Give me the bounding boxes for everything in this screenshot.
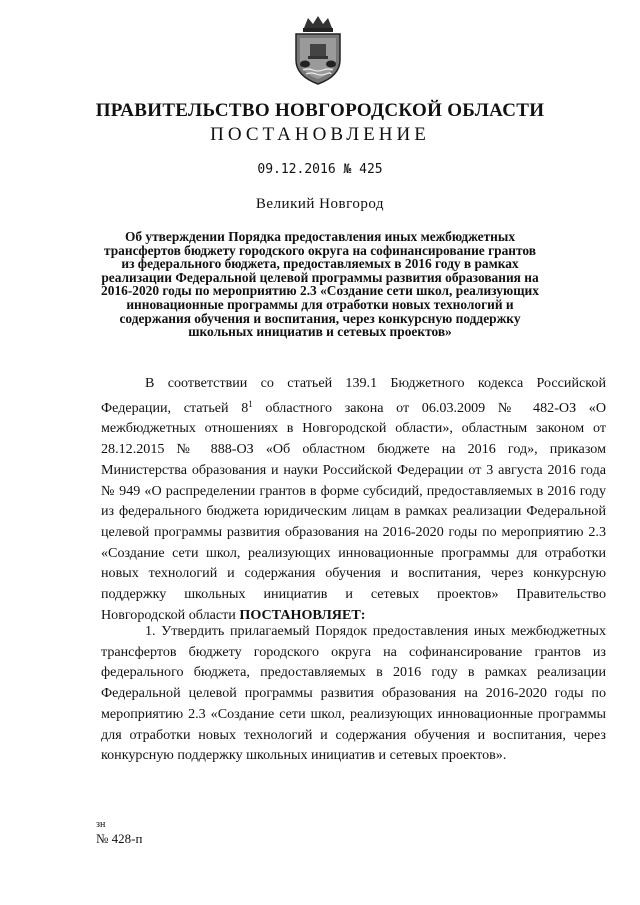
date-number: 09.12.2016 № 425 bbox=[257, 162, 383, 177]
government-name: ПРАВИТЕЛЬСТВО НОВГОРОДСКОЙ ОБЛАСТИ bbox=[95, 100, 545, 121]
document-type: ПОСТАНОВЛЕНИЕ bbox=[210, 124, 430, 145]
resolves-keyword: ПОСТАНОВЛЯЕТ: bbox=[239, 606, 366, 623]
preamble-text-start: В соответствии со статьей 139.1 Бюджетного кодекса Российской Федерации, статьей 8 bbox=[101, 375, 606, 416]
city: Великий Новгород bbox=[255, 196, 385, 212]
footer-number: № 428-п bbox=[96, 831, 143, 846]
preamble-text-end: областного закона от 06.03.2009 № 482-ОЗ «О межбюджетных отношениях в Новгородской области», областным законом от 28.12.2015 № 888-ОЗ «Об областном бюджете на 2016 год», приказом Министерства образования и науки Российской Федерации от 3 августа 2016 года № 949 «О распределении грантов в форме субсидий, предоставляемых в 2016 году из федерального бюджета юридическим лицам в рамках реализации Федеральной целевой программы развития образования на 2016-2020 годы по мероприятию 2.3 «Создание сети школ, реализующих инновационные программы для отработки новых технологий и содержания обучения и воспитания, через конкурсную поддержку школьных инициатив и сетевых проектов» Правительство Новгородской области bbox=[101, 399, 606, 623]
article-superscript: 1 bbox=[248, 398, 253, 409]
footer-marker: зн bbox=[96, 819, 106, 830]
footer-code bbox=[96, 818, 142, 846]
coat-of-arms-icon bbox=[286, 14, 350, 86]
clause-1 bbox=[101, 621, 606, 766]
clause-1-text: 1. Утвердить прилагаемый Порядок предоставления иных межбюджетных трансфертов бюджету городского округа на софинансирование грантов из федерального бюджета, предоставляемых в 2016 году в рамках реализации Федеральной целевой программы развития образования на 2016-2020 годы по мероприятию 2.3 «Создание сети школ, реализующих инновационные программы для отработки новых технологий и содержания обучения и воспитания, через конкурсную поддержку школьных инициатив и сетевых проектов». bbox=[101, 623, 606, 764]
document-title: Об утверждении Порядка предоставления иных межбюджетных трансфертов бюджету городского округа на софинансирование грантов из федерального бюджета, предоставляемых в 2016 году в рамках реализации Федеральной целевой программы развития образования на 2016-2020 годы по мероприятию 2.3 «Создание сети школ, реализующих инновационные программы для отработки новых технологий и содержания обучения и воспитания, через конкурсную поддержку школьных инициатив и сетевых проектов» bbox=[101, 229, 539, 340]
preamble-paragraph bbox=[101, 373, 606, 625]
